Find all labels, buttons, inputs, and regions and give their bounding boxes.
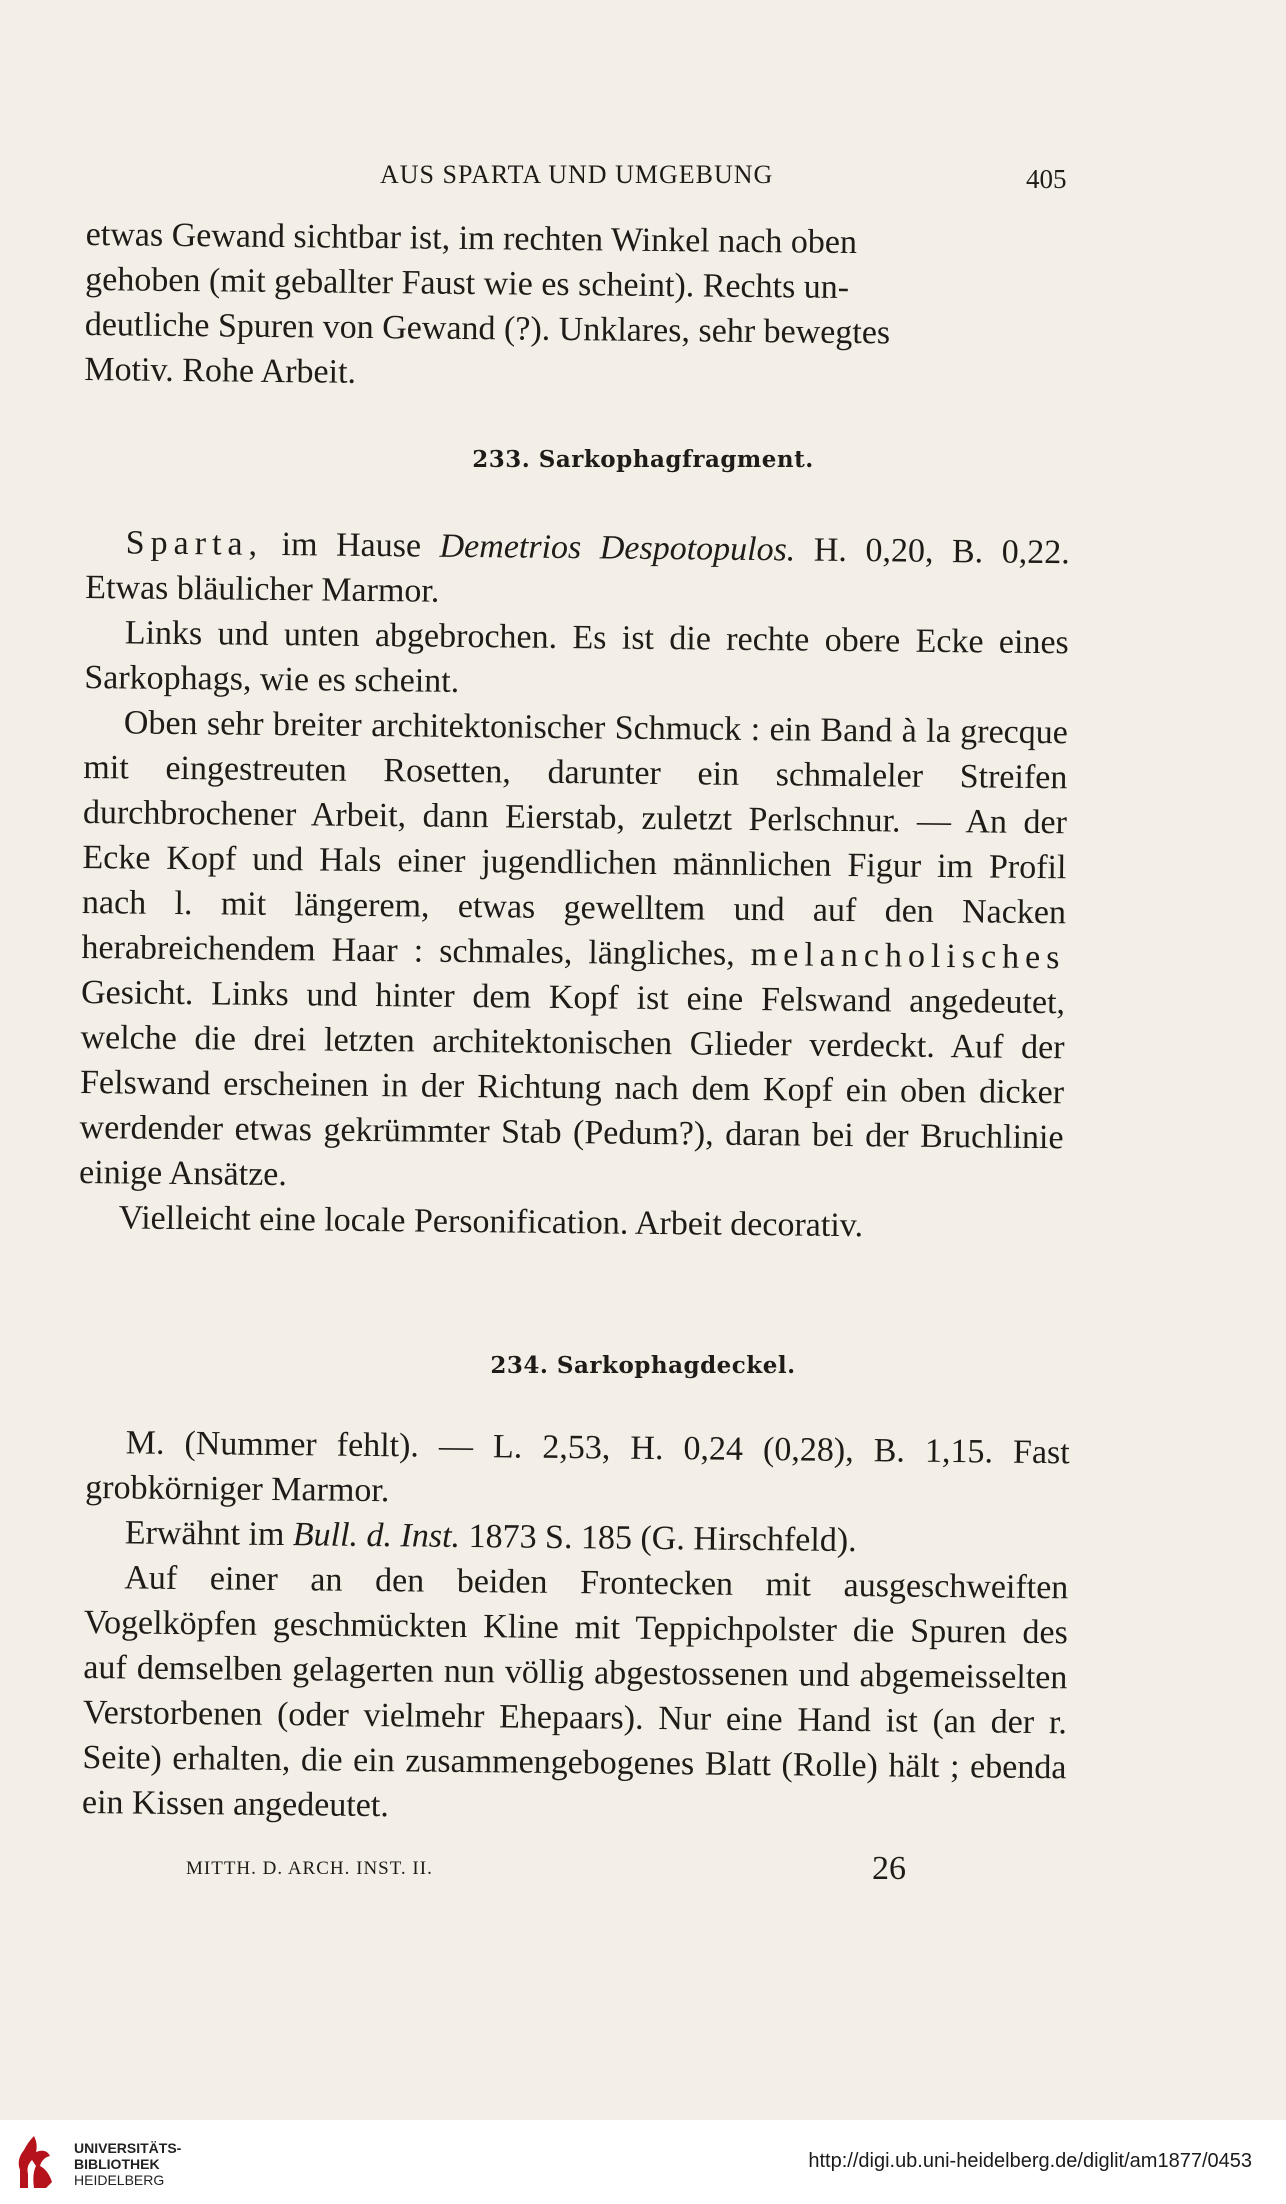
- running-title: AUS SPARTA UND UMGEBUNG: [380, 160, 774, 189]
- library-name-line: HEIDELBERG: [74, 2172, 165, 2188]
- entry-233-paragraph: Links und unten abgebrochen. Es ist die rechte obere Ecke eines Sarkophags, wie es scheint.: [84, 614, 1069, 700]
- intro-line: gehoben (mit geballter Faust wie es scheint). Rechts un-: [85, 260, 850, 306]
- intro-line: Motiv. Rohe Arbeit.: [84, 350, 357, 391]
- entry-234-heading: 234. Sarkophagdeckel.: [490, 1352, 796, 1379]
- library-footer: [0, 2120, 1286, 2204]
- signature-mark: MITTH. D. ARCH. INST. II.: [186, 1858, 433, 1879]
- entry-233-location: [85, 520, 1070, 620]
- entry-233-description: [79, 700, 1068, 1205]
- permalink[interactable]: http://digi.ub.uni-heidelberg.de/diglit/am1877/0453: [808, 2150, 1252, 2172]
- reference-detail: 1873 S. 185 (G. Hirschfeld).: [459, 1517, 857, 1560]
- entry-234-body: [82, 1420, 1070, 1835]
- entry-233-body: [78, 520, 1069, 1250]
- entry-234-paragraph: M. (Nummer fehlt). — L. 2,53, H. 0,24 (0,28), B. 1,15. Fast grobkörniger Marmor.: [85, 1424, 1070, 1510]
- description-part: Oben sehr breiter architektonischer Schmuck : ein Band à la grecque mit eingestreuten Rosetten, darunter ein schmaleler Streifen durchbrochener Arbeit, dann Eierstab, zuletzt Perlschnur. — An der Ecke Kopf und Hals einer jugendlichen männlichen Figur im Profil nach l. mit längerem, etwas gewelltem und auf den Nacken herabreichendem Haar : schmales, längliches,: [81, 704, 1069, 973]
- library-logo-icon: [12, 2130, 58, 2192]
- reference-prefix: Erwähnt im: [124, 1514, 294, 1554]
- spaced-word: melancholisches: [750, 935, 1066, 977]
- library-name-line: BIBLIOTHEK: [74, 2156, 160, 2172]
- location-owner: Demetrios Despotopulos.: [439, 527, 796, 569]
- entry-233-heading: 233. Sarkophagfragment.: [472, 446, 814, 473]
- entry-234-paragraph: Auf einer an den beiden Frontecken mit ausgeschweiften Vogelköpfen geschmückten Kline mit Teppichpolster die Spuren des auf demselben gelagerten nun völlig abgestossenen und abgemeisselten Verstorbenen (oder vielmehr Ehepaars). Nur eine Hand ist (an der r. Seite) erhalten, die ein zusammengebogenes Blatt (Rolle) hält ; ebenda ein Kissen angedeutet.: [81, 1559, 1069, 1825]
- location-prefix: im Hause: [262, 525, 440, 565]
- intro-line: etwas Gewand sichtbar ist, im rechten Winkel nach oben: [85, 215, 858, 262]
- library-name: [74, 2140, 181, 2188]
- running-header: [0, 160, 1286, 200]
- intro-line: deutliche Spuren von Gewand (?). Unklares, sehr bewegtes: [84, 305, 891, 352]
- page-number: 405: [1026, 164, 1067, 194]
- library-name-line: UNIVERSITÄTS-: [74, 2140, 182, 2156]
- location-place: Sparta,: [125, 524, 264, 563]
- reference-journal: Bull. d. Inst.: [292, 1516, 461, 1555]
- sheet-number: 26: [872, 1850, 906, 1887]
- location-dimensions: H. 0,20, B. 0,22. Etwas bläulicher Marmor.: [85, 531, 1070, 610]
- intro-paragraph: [84, 212, 1070, 402]
- description-part: Gesicht. Links und hinter dem Kopf ist eine Felswand angedeutet, welche die drei letzten architektonischen Glieder verdeckt. Auf der Felswand erscheinen in der Richtung nach dem Kopf ein oben dicker werdender etwas gekrümmter Stab (Pedum?), daran bei der Bruchlinie einige Ansätze.: [78, 973, 1066, 1194]
- entry-233-paragraph: Vielleicht eine locale Personification. Arbeit decorativ.: [118, 1199, 864, 1245]
